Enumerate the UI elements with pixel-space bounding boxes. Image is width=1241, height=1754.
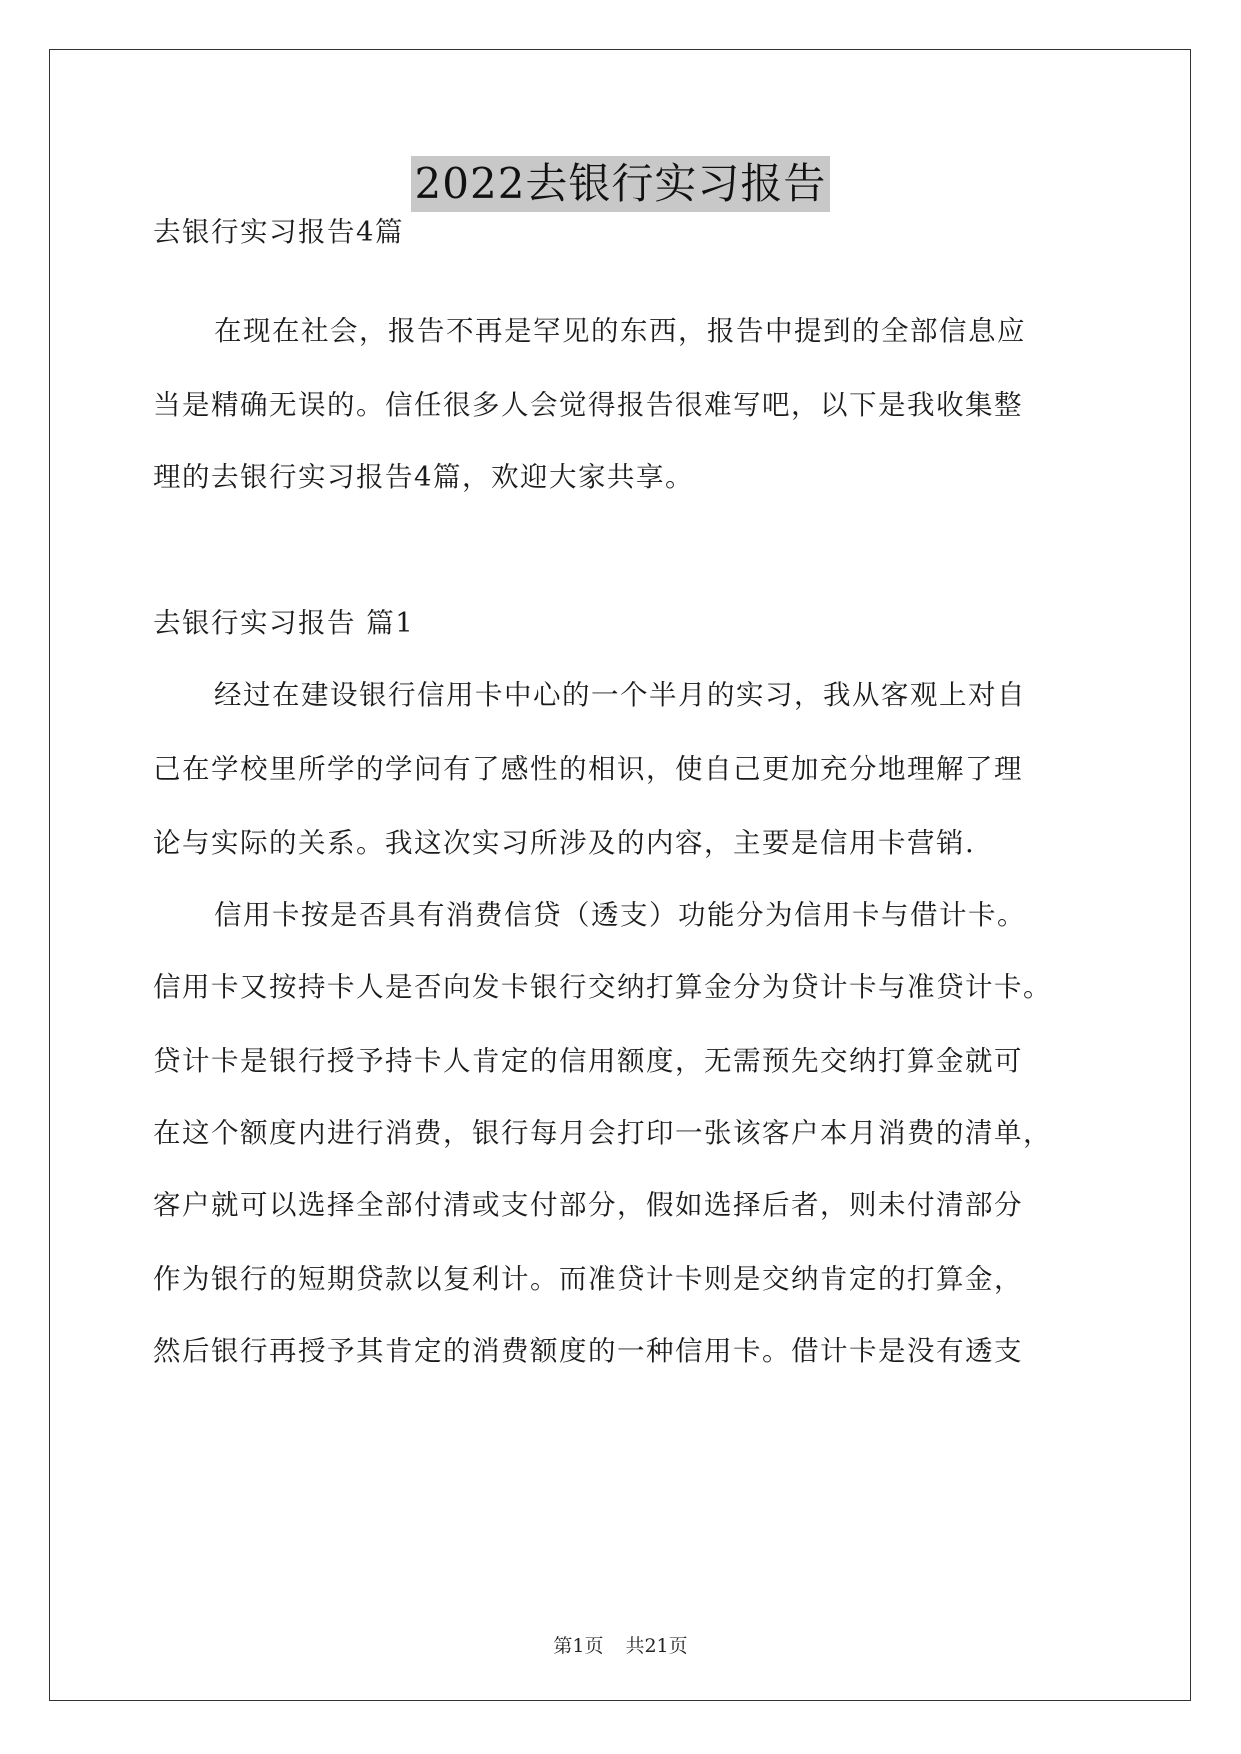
- title-container: [0, 156, 1241, 212]
- para2-line-3: 贷计卡是银行授予持卡人肯定的信用额度，无需预先交纳打算金就可: [153, 1045, 1023, 1077]
- para2-line-4: 在这个额度内进行消费，银行每月会打印一张该客户本月消费的清单，: [153, 1117, 1052, 1149]
- intro-line-1: 在现在社会，报告不再是罕见的东西，报告中提到的全部信息应: [214, 315, 1026, 347]
- para1-line-2: 己在学校里所学的学问有了感性的相识，使自己更加充分地理解了理: [153, 753, 1023, 785]
- para2-line-1: 信用卡按是否具有消费信贷（透支）功能分为信用卡与借计卡。: [214, 899, 1026, 931]
- intro-line-2: 当是精确无误的。信任很多人会觉得报告很难写吧，以下是我收集整: [153, 389, 1023, 421]
- subtitle: 去银行实习报告4篇: [153, 216, 404, 248]
- section-heading: 去银行实习报告 篇1: [153, 607, 415, 639]
- page-number-total: 共21页: [625, 1635, 688, 1657]
- page-border: [49, 49, 1191, 1701]
- para1-line-3: 论与实际的关系。我这次实习所涉及的内容，主要是信用卡营销.: [153, 827, 976, 859]
- page-number-current: 第1页: [553, 1635, 604, 1657]
- para2-line-2: 信用卡又按持卡人是否向发卡银行交纳打算金分为贷计卡与准贷计卡。: [153, 971, 1052, 1003]
- document-title: 2022去银行实习报告: [411, 156, 831, 212]
- para2-line-7: 然后银行再授予其肯定的消费额度的一种信用卡。借计卡是没有透支: [153, 1335, 1023, 1367]
- page-footer: [0, 1634, 1241, 1658]
- para1-line-1: 经过在建设银行信用卡中心的一个半月的实习，我从客观上对自: [214, 679, 1026, 711]
- intro-line-3: 理的去银行实习报告4篇，欢迎大家共享。: [153, 461, 694, 493]
- para2-line-5: 客户就可以选择全部付清或支付部分，假如选择后者，则未付清部分: [153, 1189, 1023, 1221]
- para2-line-6: 作为银行的短期贷款以复利计。而准贷计卡则是交纳肯定的打算金，: [153, 1263, 1023, 1295]
